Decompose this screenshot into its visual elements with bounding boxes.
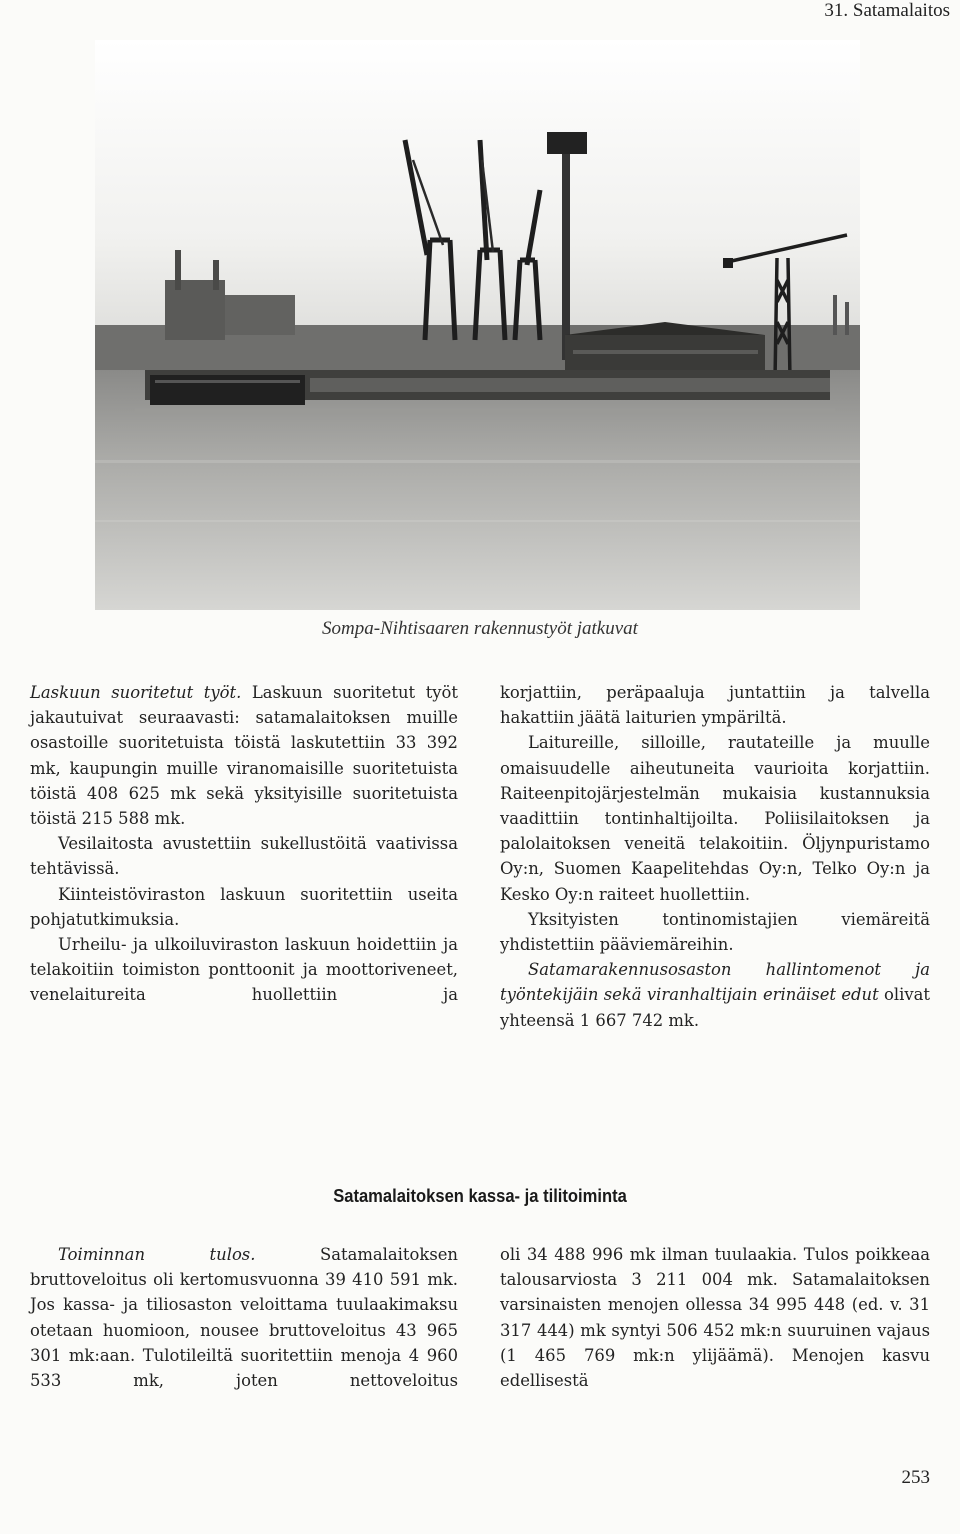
operating-result-text: Satamalaitoksen bruttoveloitus oli kertomusvuonna 39 410 591 mk. Jos kassa- ja tiliosaston veloittama tuulaakimaksu otetaan huomioon, nousee bruttoveloitus 43 965 301 mk:aan. Tulotileiltä suoritettiin menoja 4 960 533 mk, joten nettoveloitus	[30, 1245, 458, 1391]
run-in-heading-admin-costs: Satamarakennusosaston hallintomenot ja työntekijäin sekä viranhaltijain erinäiset edut	[500, 960, 930, 1005]
paragraph-result-continued: oli 34 488 996 mk ilman tuulaakia. Tulos poikkeaa talousarviosta 3 211 004 mk. Satamalaitoksen varsinaisten menojen ollessa 34 995 448 (ed. v. 31 317 444) mk syntyi 506 452 mk:n suuruinen vajaus (1 465 769 mk:n ylijäämä). Menojen kasvu edellisestä	[500, 1245, 930, 1391]
paragraph-invoiced-work	[30, 680, 458, 831]
paragraph-operating-result	[30, 1242, 458, 1393]
harbour-photo-illustration	[95, 40, 860, 610]
paragraph-water-works: Vesilaitosta avustettiin sukellustöitä vaativissa tehtävissä.	[30, 834, 458, 879]
page-number: 253	[901, 1467, 930, 1488]
admin-costs-text: olivat yhteensä 1 667 742 mk.	[500, 985, 931, 1030]
paragraph-repairs: Laitureille, silloille, rautateille ja muulle omaisuudelle aiheutuneita vaurioita korjattiin. Raiteenpitojärjestelmän mukaisia kustannuksia vaadittiin tontinhaltijoilta. Poliisilaitoksen ja palolaitoksen veneitä telakoitiin. Öljynpuristamo Oy:n, Suomen Kaapelitehdas Oy:n, Telko Oy:n ja Kesko Oy:n raiteet huollettiin.	[500, 733, 930, 904]
right-column-top	[500, 680, 930, 1033]
paragraph-admin-costs	[500, 957, 930, 1033]
section-heading: Satamalaitoksen kassa- ja tilitoiminta	[333, 1186, 627, 1206]
left-column-top	[30, 680, 458, 1008]
paragraph-real-estate: Kiinteistöviraston laskuun suoritettiin useita pohjatutkimuksia.	[30, 884, 458, 929]
paragraph-sewers: Yksityisten tontinomistajien viemäreitä yhdistettiin pääviemäreihin.	[500, 909, 930, 955]
run-in-heading-operating-result: Toiminnan tulos.	[58, 1245, 256, 1264]
left-column-bottom	[30, 1242, 458, 1393]
photo-caption: Sompa-Nihtisaaren rakennustyöt jatkuvat	[322, 618, 638, 639]
paragraph-pile-driving: korjattiin, peräpaaluja juntattiin ja talvella hakattiin jäätä laiturien ympäriltä.	[500, 683, 930, 728]
harbour-photo	[95, 40, 860, 610]
right-column-bottom	[500, 1242, 930, 1393]
invoiced-work-text: Laskuun suoritetut työt jakautuivat seuraavasti: satamalaitoksen muille osastoille suoritetuista töistä laskutettiin 33 392 mk, kaupungin muille viranomaisille suoritetuista töistä 408 625 mk sekä yksityisille suoritetuista töistä 215 588 mk.	[30, 683, 459, 829]
paragraph-sports-office: Urheilu- ja ulkoiluviraston laskuun hoidettiin ja telakoitiin toimiston ponttoonit ja moottoriveneet, venelaitureita huollettiin ja	[30, 935, 458, 1005]
running-head: 31. Satamalaitos	[824, 0, 950, 21]
run-in-heading-invoiced-work: Laskuun suoritetut työt.	[30, 683, 242, 702]
